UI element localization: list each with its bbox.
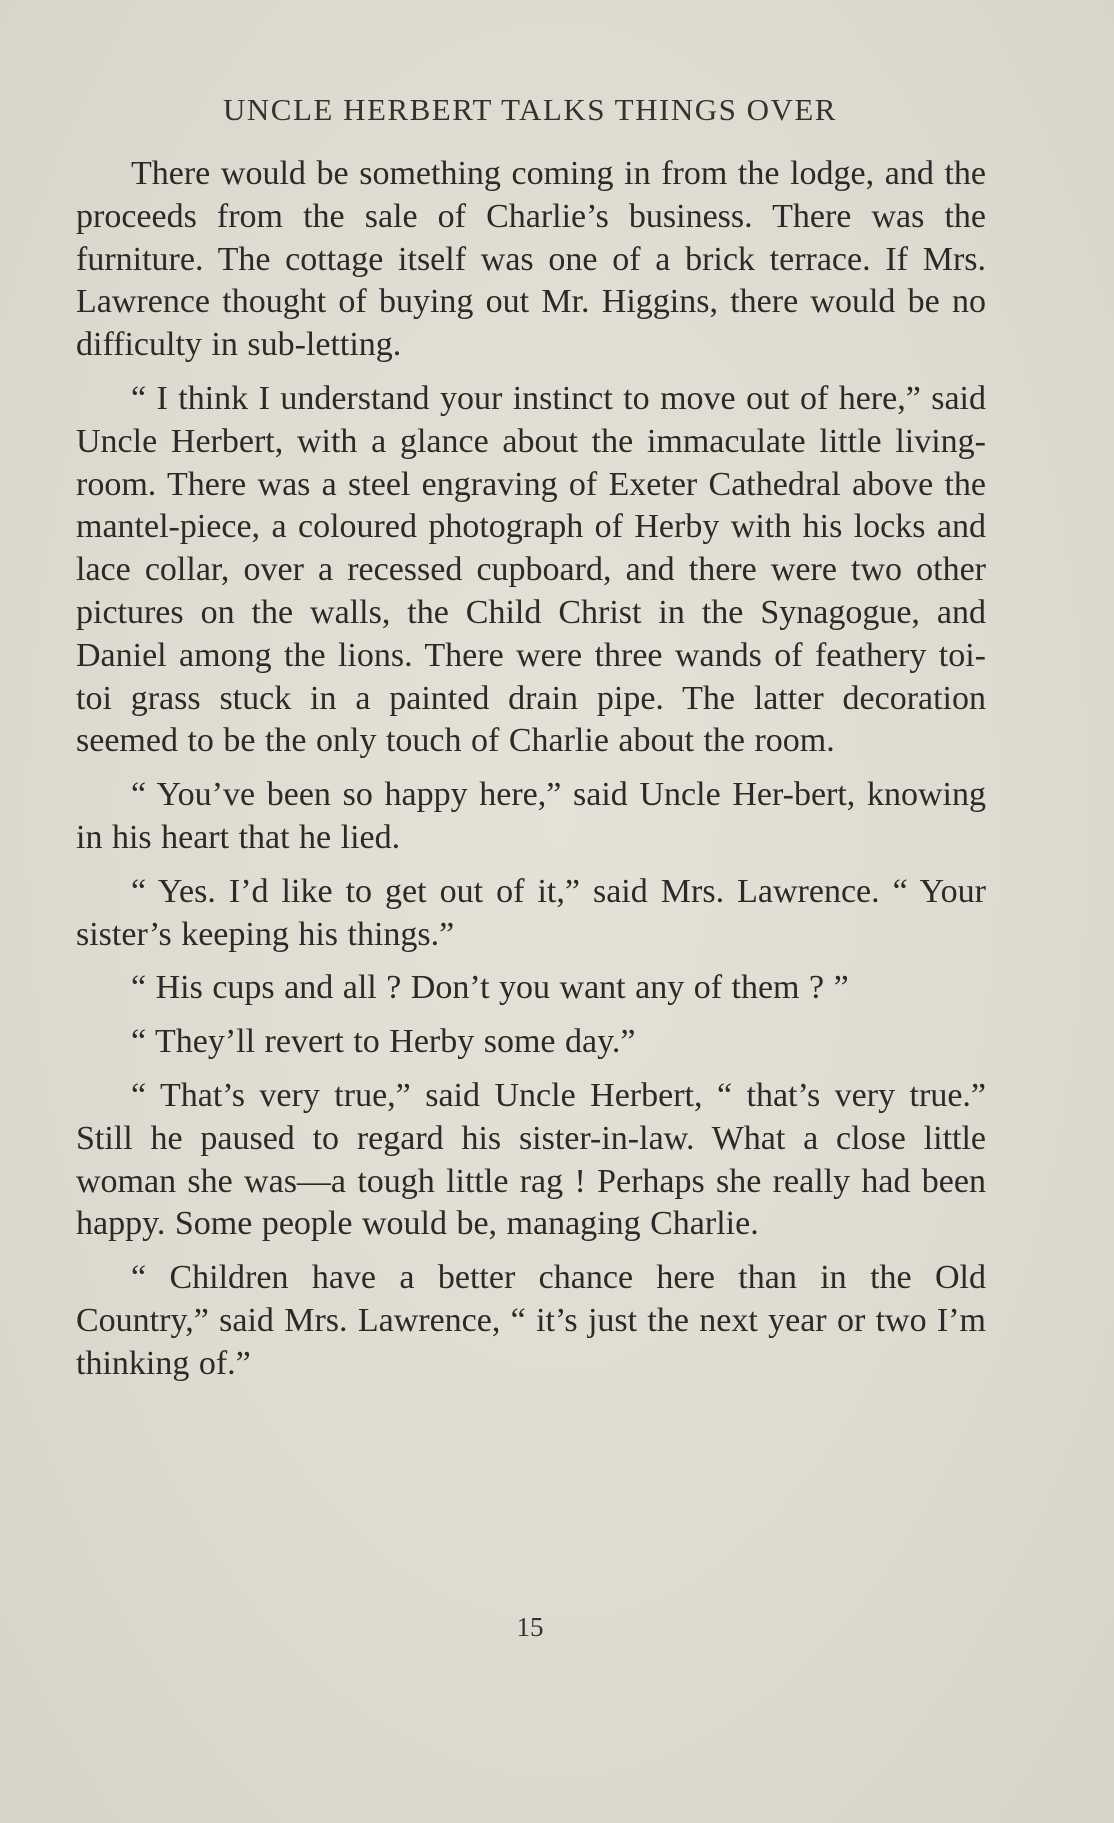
paragraph: There would be something coming in from the lodge, and the proceeds from the sale of Charlie’s business. There was the furniture. The cottage itself was one of a brick terrace. If Mrs. Lawrence thought of buying out Mr. Higgins, there would be no difficulty in sub-letting. <box>76 155 986 364</box>
paragraph: “ That’s very true,” said Uncle Herbert, “ that’s very true.” Still he paused to regard his sister-in-law. What a close little woman she was—a tough little rag ! Perhaps she really had been happy. Some people would be, managing Charlie. <box>76 1076 986 1243</box>
paragraph: “ Children have a better chance here than in the Old Country,” said Mrs. Lawrence, “ it’s just the next year or two I’m thinking of.” <box>76 1259 986 1382</box>
paragraph: “ I think I understand your instinct to move out of here,” said Uncle Herbert, with a glance about the immaculate little living-room. There was a steel engraving of Exeter Cathedral above the mantel-piece, a coloured photograph of Herby with his locks and lace collar, over a recessed cupboard, and there were two other pictures on the walls, the Child Christ in the Synagogue, and Daniel among the lions. There were three wands of feathery toi-toi grass stuck in a painted drain pipe. The latter decoration seemed to be the only touch of Charlie about the room. <box>76 379 986 760</box>
body-text <box>76 153 986 1397</box>
paragraph: “ You’ve been so happy here,” said Uncle Her-bert, knowing in his heart that he lied. <box>76 776 986 856</box>
page-number: 15 <box>516 1612 544 1642</box>
paragraph: “ His cups and all ? Don’t you want any of them ? ” <box>131 969 849 1007</box>
paragraph: “ Yes. I’d like to get out of it,” said Mrs. Lawrence. “ Your sister’s keeping his things.” <box>76 872 986 953</box>
running-head: UNCLE HERBERT TALKS THINGS OVER <box>223 92 837 127</box>
paragraph: “ They’ll revert to Herby some day.” <box>131 1023 636 1061</box>
